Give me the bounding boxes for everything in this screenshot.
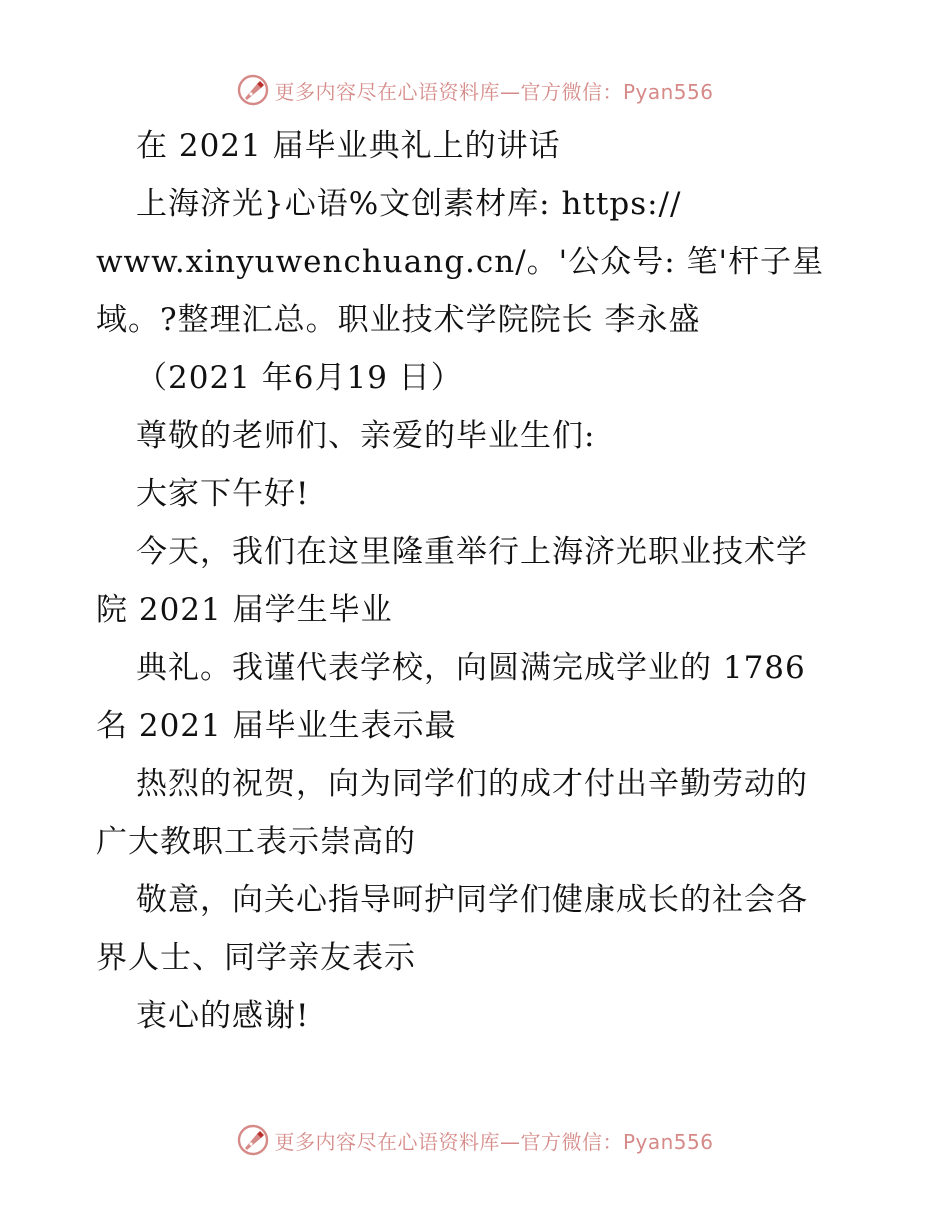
paragraph-line: 上海济光}心语%文创素材库: https:// [136,186,682,222]
header-banner-text: 更多内容尽在心语资料库—官方微信：Pyan556 [274,79,714,104]
paragraph-line: www.xinyuwenchuang.cn/。'公众号: 笔'杆子星 [96,244,825,280]
footer-banner [0,1118,950,1162]
paragraph-line: 衷心的感谢! [136,998,310,1034]
paragraph-line: 广大教职工表示崇高的 [96,824,416,860]
pen-nib-logo-icon [236,1123,270,1157]
paragraph-line: 敬意，向关心指导呵护同学们健康成长的社会各 [136,882,808,918]
paragraph-line: 典礼。我谨代表学校，向圆满完成学业的 1786 [136,650,806,686]
pen-nib-logo-icon [236,73,270,107]
paragraph-line: 院 2021 届学生毕业 [96,592,393,628]
document-title: 在 2021 届毕业典礼上的讲话 [136,128,561,164]
paragraph-line: 域。?整理汇总。职业技术学院院长 李永盛 [96,302,701,338]
salutation: 尊敬的老师们、亲爱的毕业生们: [136,418,596,454]
paragraph-line: 界人士、同学亲友表示 [96,940,416,976]
paragraph-line: 今天，我们在这里隆重举行上海济光职业技术学 [136,534,808,570]
paragraph-line: 热烈的祝贺，向为同学们的成才付出辛勤劳动的 [136,766,808,802]
footer-banner-text: 更多内容尽在心语资料库—官方微信：Pyan556 [274,1129,714,1154]
greeting: 大家下午好! [136,476,310,512]
header-banner [0,68,950,112]
speech-date: （2021 年6月19 日） [136,360,463,396]
paragraph-line: 名 2021 届毕业生表示最 [96,708,457,744]
